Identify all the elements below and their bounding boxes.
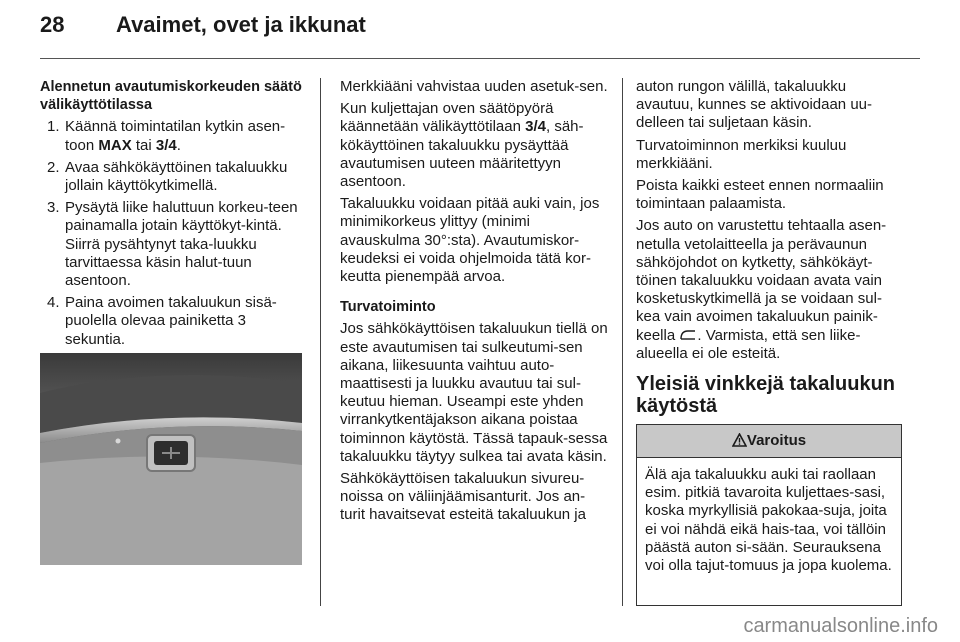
step-number: 4. <box>47 294 60 312</box>
step-text: Avaa sähkökäyttöinen takaluukku jollain käyttökytkimellä. <box>65 158 288 195</box>
list-item <box>40 199 305 290</box>
page-title: Avaimet, ovet ja ikkunat <box>116 12 366 37</box>
column-2 <box>340 78 608 529</box>
paragraph-text: Jos auto on varustettu tehtaalla asen-netulla vetolaitteella ja perävaunun sähköjohdot on kytketty, sähkökäyt-töinen takaluukku voidaan avata vain kosketuskytkimellä ja se voidaan sul-kea vain avoimen takaluukun painik-keella <box>636 217 887 344</box>
step-number: 2. <box>47 158 60 176</box>
steps-list <box>40 118 305 348</box>
paragraph <box>340 100 608 191</box>
step-bold-max: MAX <box>98 136 132 154</box>
tailgate-button-icon <box>679 327 697 344</box>
tailgate-button-photo <box>40 353 302 565</box>
column-divider-1 <box>320 78 321 606</box>
paragraph: Sähkökäyttöisen takaluukun sivureu-noissa on väliinjäämisanturit. Jos an-turit havaitsevat esteitä takaluukun ja <box>340 470 586 524</box>
warning-text: Älä aja takaluukku auki tai raollaan esim. pitkiä tavaroita kuljettaes-sasi, koska myrkyllisiä pakokaa-suja, joita ei voi nähdä eikä hais-taa, voi tällöin päästä auton si-sään. Seurauksena voi olla tajut-tomuus ja jopa kuolema. <box>645 466 892 575</box>
column-3 <box>636 78 902 431</box>
section-heading: Yleisiä vinkkejä takaluukun käytöstä <box>636 373 896 418</box>
section-subheading: Turvatoiminto <box>340 299 436 316</box>
step-text: . <box>176 136 181 154</box>
list-item <box>40 294 305 349</box>
paragraph: Jos sähkökäyttöisen takaluukun tiellä on este avautumisen tai sulkeutumi-sen aikana, liikesuunta vaihtuu auto-maattisesti ja luukku avautuu tai sul-keutuu hieman. Useampi este yhden virrankytkentäjakson aikana poistaa toiminnon käytöstä. Tässä tapauk-sessa takaluukku täytyy sulkea tai avata käsin. <box>340 320 608 465</box>
watermark: carmanualsonline.info <box>743 615 938 637</box>
header-rule <box>40 58 920 59</box>
paragraph: Merkkiääni vahvistaa uuden asetuk-sen. <box>340 78 608 95</box>
step-number: 3. <box>47 199 60 217</box>
step-text: Pysäytä liike haluttuun korkeu-teen painamalla jotain käyttökyt-kintä. Siirrä pysähtynyt taka-luukku tarvittaessa käsin halut-tuun asentoon. <box>65 199 298 290</box>
warning-title: Varoitus <box>746 432 807 449</box>
warning-triangle-icon <box>732 432 747 449</box>
paragraph-text: Kun kuljettajan oven säätöpyörä käännetään välikäyttötilaan <box>340 100 554 136</box>
column-1 <box>40 78 305 353</box>
warning-box <box>636 424 902 606</box>
page-header <box>40 12 366 38</box>
paragraph-text: . Varmista, että sen liike-alueella ei ole esteitä. <box>636 326 861 362</box>
section-subheading: Alennetun avautumiskorkeuden säätö välikäyttötilassa <box>40 79 302 114</box>
paragraph <box>636 217 902 363</box>
paragraph: Takaluukku voidaan pitää auki vain, jos minimikorkeus ylittyy (minimi avauskulma 30°:sta). Avautumiskor-keudeksi ei voida ohjelmoida tätä kor-keutta pienempää arvoa. <box>340 195 600 286</box>
step-number: 1. <box>47 118 60 136</box>
paragraph: auton rungon välillä, takaluukku avautuu, kunnes se aktivoidaan uu-delleen tai suljetaan käsin. <box>636 78 872 132</box>
page-number: 28 <box>40 12 65 37</box>
step-text: tai <box>131 136 156 154</box>
paragraph: Turvatoiminnon merkiksi kuuluu merkkiääni. <box>636 136 847 172</box>
list-item <box>40 118 305 154</box>
step-bold-34: 3/4 <box>155 136 177 154</box>
paragraph-text: , säh-kökäyttöinen takaluukku pysäyttää avautumisen uuteen määritettyyn asentoon. <box>340 118 584 191</box>
step-text: Käännä toimintatilan kytkin asen-toon <box>65 118 286 154</box>
paragraph: Poista kaikki esteet ennen normaaliin toimintaan palaamista. <box>636 177 884 213</box>
warning-header <box>637 425 901 458</box>
list-item <box>40 159 305 195</box>
bold-34: 3/4 <box>525 118 546 136</box>
step-text: Paina avoimen takaluukun sisä-puolella olevaa painiketta 3 sekuntia. <box>65 294 277 348</box>
column-divider-2 <box>622 78 623 606</box>
